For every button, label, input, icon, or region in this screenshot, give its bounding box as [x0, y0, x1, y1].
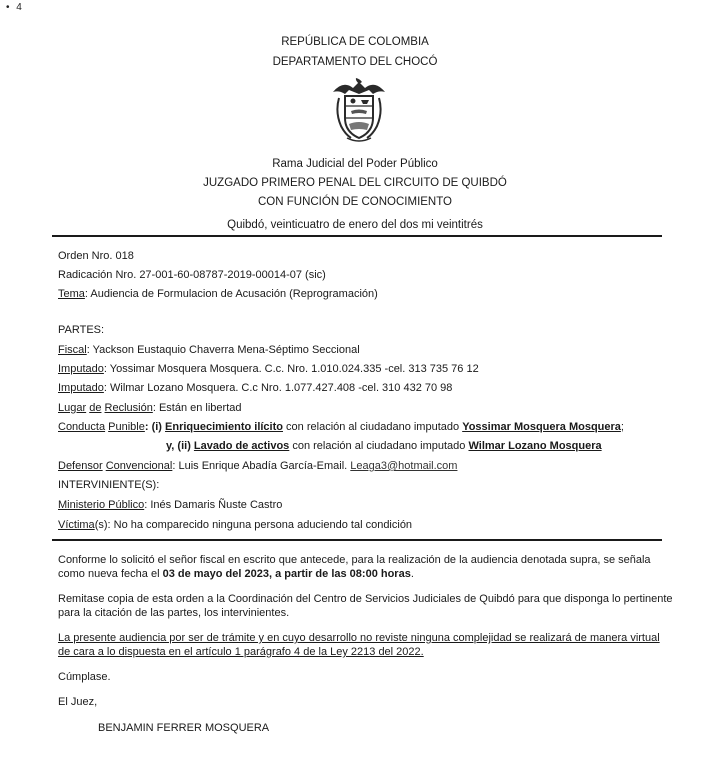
fiscal-value: : Yackson Eustaquio Chaverra Mena-Séptimo Seccional [86, 344, 360, 356]
paragraph-fecha-line-2 [58, 567, 678, 581]
conducta-name-1: Yossimar Mosquera Mosquera [462, 421, 621, 433]
conducta-pre: : (i) [144, 421, 166, 433]
section-rule [52, 539, 662, 541]
defensor-value: : Luis Enrique Abadía García-Email. [172, 460, 351, 472]
radicacion-number: Radicación Nro. 27-001-60-08787-2019-00014-07 (sic) [58, 269, 326, 281]
conducta-mid-1: con relación al ciudadano imputado [283, 421, 463, 433]
conducta-line-1: Conducta Punible: (i) Enriquecimiento ilícito con relación al ciudadano imputado Yossimar Mosquera Mosquera; [58, 421, 624, 433]
reclusion-label-c: Reclusión [104, 402, 153, 414]
paragraph-remitase-line-2: para la citación de las partes, los intervinientes. [58, 607, 290, 619]
tema-label: Tema [58, 288, 85, 300]
imputado-1-label: Imputado [58, 363, 104, 375]
fecha-bold: 03 de mayo del 2023, a partir de las 08:00 horas [162, 568, 411, 580]
paragraph-fecha-line-1: Conforme lo solicitó el señor fiscal en escrito que antecede, para la realización de la audiencia denotada supra, se señala [58, 554, 651, 566]
paragraph-fecha [58, 553, 678, 581]
defensor-email-link[interactable]: Leaga3@hotmail.com [350, 460, 458, 472]
imputado-2-line [58, 382, 452, 394]
country-heading: REPÚBLICA DE COLOMBIA [281, 36, 429, 48]
judge-label: El Juez, [58, 696, 98, 708]
ministerio-label: Ministerio Público [58, 499, 145, 511]
order-number: Orden Nro. 018 [58, 250, 134, 262]
paragraph-virtual-line-1: La presente audiencia por ser de trámite y en cuyo desarrollo no reviste ninguna complejidad se realizará de manera virtual [58, 632, 660, 644]
defensor-label-a: Defensor [58, 460, 103, 472]
conducta-crime-1: Enriquecimiento ilícito [165, 421, 283, 433]
tema-value: : Audiencia de Formulacion de Acusación (Reprogramación) [84, 288, 378, 300]
coat-of-arms-seal [329, 78, 389, 144]
ministerio-line [58, 499, 282, 511]
victima-line [58, 519, 412, 531]
conducta-crime-2: Lavado de activos [193, 440, 290, 452]
corner-marks: • 4 [6, 2, 24, 13]
conducta-mid-2: con relación al ciudadano imputado [289, 440, 469, 452]
paragraph-remitase [58, 592, 678, 620]
judicial-branch-heading: Rama Judicial del Poder Público [272, 158, 438, 170]
paragraph-remitase-line-1: Remitase copia de esta orden a la Coordinación del Centro de Servicios Judiciales de Quibdó para que disponga lo pertinente [58, 593, 673, 605]
paragraph-virtual-line-2: de cara a lo dispuesta en el artículo 1 parágrafo 4 de la Ley 2213 del 2022. [58, 646, 424, 658]
fiscal-label: Fiscal [58, 344, 87, 356]
conducta-line-2 [166, 440, 602, 452]
reclusion-label-a: Lugar [58, 402, 87, 414]
defensor-label-b: Convencional [105, 460, 173, 472]
place-and-date: Quibdó, veinticuatro de enero del dos mi veintitrés [227, 219, 483, 231]
defensor-line [58, 460, 457, 472]
parties-title: PARTES: [58, 324, 105, 336]
victima-value: (s): No ha comparecido ninguna persona aduciendo tal condición [94, 519, 413, 531]
judge-name: BENJAMIN FERRER MOSQUERA [98, 722, 270, 734]
tema-line [58, 288, 378, 300]
imputado-2-value: : Wilmar Lozano Mosquera. C.c Nro. 1.077.427.408 -cel. 310 432 70 98 [103, 382, 453, 394]
cumplase: Cúmplase. [58, 671, 111, 683]
fecha-pre: como nueva fecha el [58, 568, 163, 580]
paragraph-virtual [58, 631, 678, 659]
reclusion-value: : Están en libertad [152, 402, 242, 414]
department-heading: DEPARTAMENTO DEL CHOCÓ [272, 56, 438, 68]
intervinientes-title: INTERVINIENTE(S): [58, 479, 160, 491]
imputado-2-label: Imputado [58, 382, 104, 394]
court-function-heading: CON FUNCIÓN DE CONOCIMIENTO [257, 196, 452, 208]
reclusion-label-b: de [89, 402, 102, 414]
imputado-1-line [58, 363, 479, 375]
fecha-post: . [410, 568, 414, 580]
reclusion-line [58, 402, 242, 414]
ministerio-value: : Inés Damaris Ñuste Castro [144, 499, 283, 511]
imputado-1-value: : Yossimar Mosquera Mosquera. C.c. Nro. 1.010.024.335 -cel. 313 735 76 12 [103, 363, 479, 375]
conducta-label-b: Punible [108, 421, 145, 433]
fiscal-line [58, 344, 360, 356]
victima-label: Víctima [58, 519, 95, 531]
court-heading: JUZGADO PRIMERO PENAL DEL CIRCUITO DE QUIBDÓ [203, 177, 507, 189]
conducta-line2-pre: y, (ii) [166, 440, 194, 452]
conducta-name-2: Wilmar Lozano Mosquera [468, 440, 602, 452]
header-rule [52, 235, 662, 237]
conducta-label-a: Conducta [58, 421, 106, 433]
